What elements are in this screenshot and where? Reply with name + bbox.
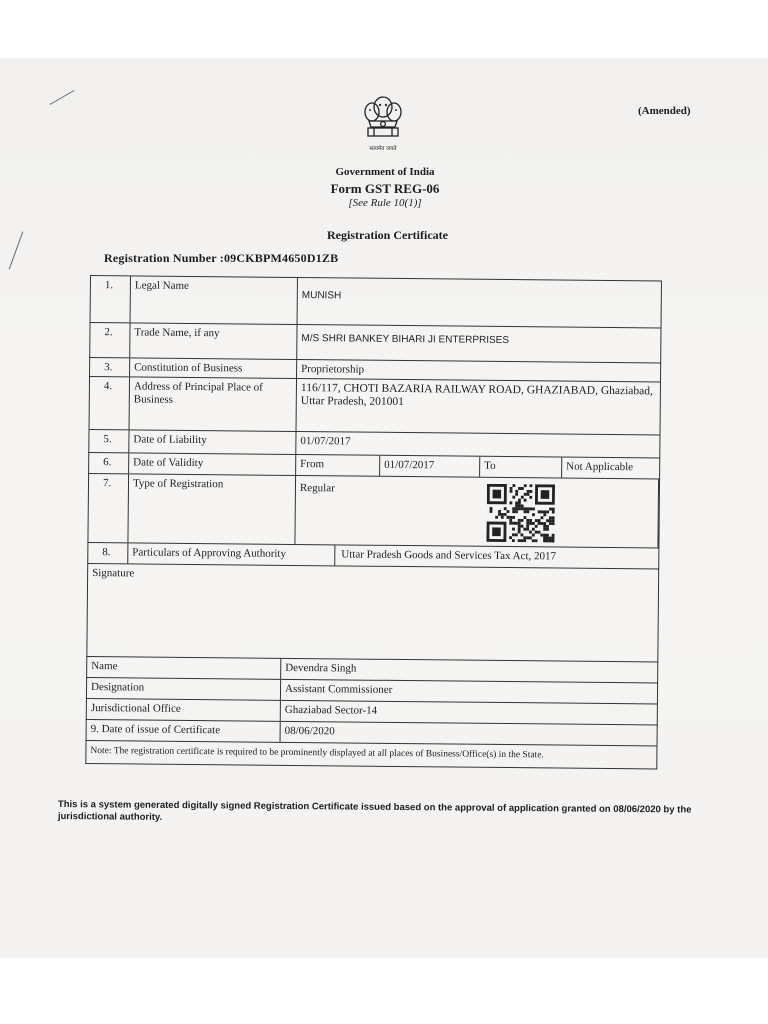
trade-name-value: M/S SHRI BANKEY BIHARI JI ENTERPRISES	[301, 333, 510, 347]
registration-type-value: Regular	[295, 476, 659, 547]
jurisdictional-office-value: Ghaziabad Sector-14	[284, 703, 378, 717]
signatory-name-label: Name	[87, 657, 281, 679]
amended-label: (Amended)	[638, 105, 691, 117]
designation-value: Assistant Commissioner	[284, 682, 393, 696]
row-label: Date of Validity	[129, 453, 296, 475]
row-label: Legal Name	[131, 276, 298, 324]
issue-date-value: 08/06/2020	[284, 724, 335, 738]
system-generated-footer: This is a system generated digitally signed Registration Certificate issued based on the approval of application granted on 08/06/2020 by the jurisdictional authority.	[57, 799, 692, 824]
row-label: Type of Registration	[128, 474, 296, 544]
signatory-name-value: Devendra Singh	[285, 661, 357, 675]
row-label: Trade Name, if any	[130, 323, 297, 359]
national-emblem-icon	[360, 93, 406, 155]
jurisdictional-office-label: Jurisdictional Office	[87, 699, 281, 721]
scan-bottom-margin	[0, 958, 768, 1024]
row-address	[89, 377, 661, 435]
signature-label: Signature	[92, 567, 135, 580]
registration-number: Registration Number :09CKBPM4650D1ZB	[104, 251, 339, 265]
certificate-title: Registration Certificate	[327, 228, 448, 242]
row-label: Particulars of Approving Authority	[128, 543, 335, 565]
display-note: Note: The registration certificate is required to be prominently displayed at all places of Business/Office(s) in the State.	[90, 746, 544, 761]
row-label: Constitution of Business	[130, 358, 297, 378]
designation-label: Designation	[87, 678, 281, 700]
qr-code-icon	[486, 484, 555, 543]
rule-reference: [See Rule 10(1)]	[348, 197, 422, 209]
scan-top-margin	[0, 0, 768, 58]
row-label: Address of Principal Place of Business	[130, 377, 297, 431]
row-trade-name	[89, 323, 661, 363]
row-registration-type	[87, 474, 660, 548]
row-number: 3.	[90, 358, 130, 376]
row-legal-name	[90, 275, 662, 328]
emblem-caption: सत्यमेव जयते	[369, 146, 397, 152]
form-heading: Form GST REG-06	[330, 181, 440, 196]
approving-authority-value: Uttar Pradesh Goods and Services Tax Act, 2017	[341, 548, 557, 563]
validity-from-value: 01/07/2017	[380, 456, 480, 477]
row-number: 2.	[90, 323, 130, 357]
registration-details-table	[85, 275, 662, 769]
row-number: 5.	[89, 430, 129, 452]
constitution-value: Proprietorship	[301, 363, 365, 376]
row-number: 1.	[91, 276, 131, 322]
validity-from-label: From	[296, 455, 380, 476]
legal-name-value: MUNISH	[301, 290, 342, 302]
validity-to-value: Not Applicable	[566, 460, 634, 474]
row-number: 8.	[88, 543, 128, 563]
address-value: 116/117, CHOTI BAZARIA RAILWAY ROAD, GHAZIABAD, Ghaziabad, Uttar Pradesh, 201001	[300, 382, 653, 409]
liability-value: 01/07/2017	[300, 435, 351, 448]
row-label: Date of Liability	[129, 430, 296, 454]
government-heading: Government of India	[335, 166, 435, 178]
row-number: 7.	[88, 474, 129, 542]
signature-row	[86, 564, 659, 662]
row-number: 4.	[90, 377, 130, 429]
issue-date-label: 9. Date of issue of Certificate	[87, 720, 281, 742]
row-number: 6.	[89, 453, 129, 473]
validity-to-label: To	[480, 457, 562, 478]
